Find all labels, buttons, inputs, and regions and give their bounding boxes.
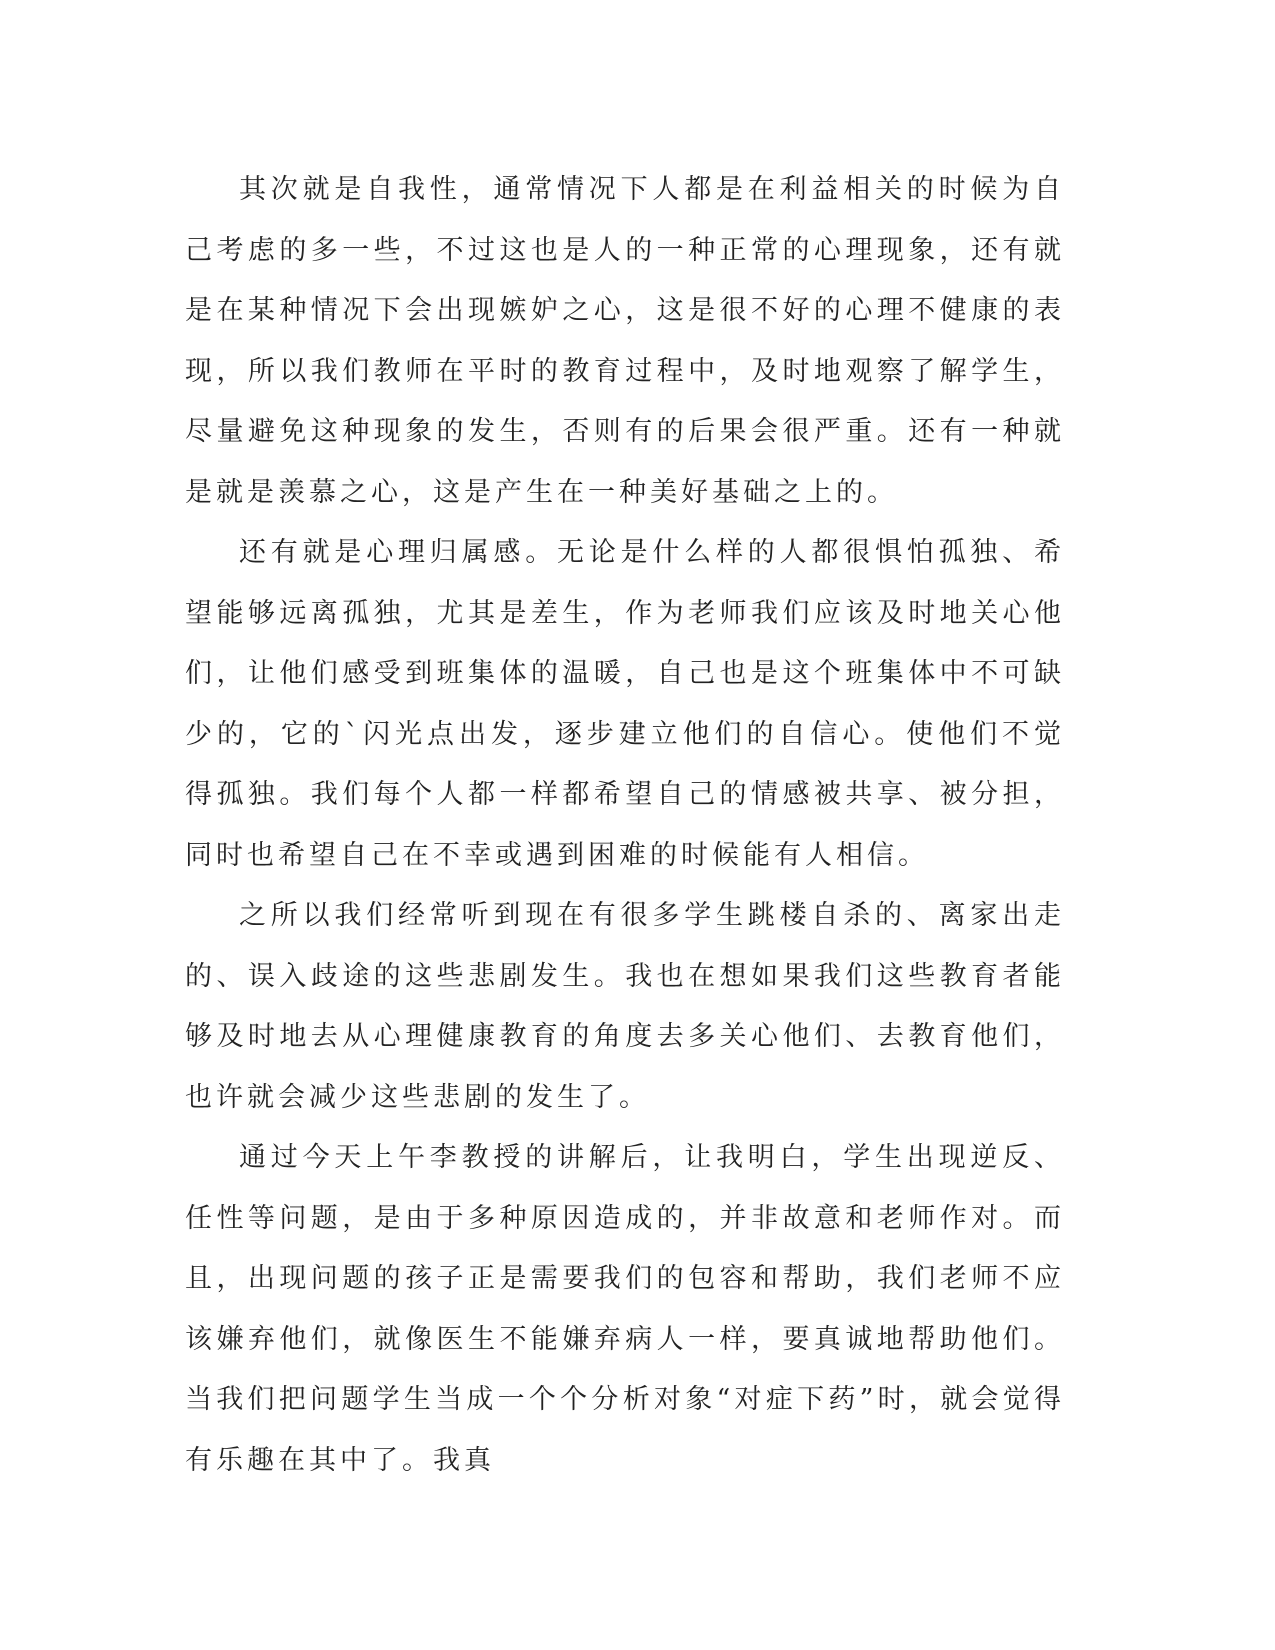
document-body [185,160,1065,1491]
paragraph-belonging: 还有就是心理归属感。无论是什么样的人都很惧怕孤独、希望能够远离孤独，尤其是差生，作为老师我们应该及时地关心他们，让他们感受到班集体的温暖，自己也是这个班集体中不可缺少的，它的`闪光点出发，逐步建立他们的自信心。使他们不觉得孤独。我们每个人都一样都希望自己的情感被共享、被分担，同时也希望自己在不幸或遇到困难的时候能有人相信。 [185,537,1065,871]
paragraph-self-interest: 其次就是自我性，通常情况下人都是在利益相关的时候为自己考虑的多一些，不过这也是人的一种正常的心理现象，还有就是在某种情况下会出现嫉妒之心，这是很不好的心理不健康的表现，所以我们教师在平时的教育过程中，及时地观察了解学生，尽量避免这种现象的发生，否则有的后果会很严重。还有一种就是就是羡慕之心，这是产生在一种美好基础之上的。 [185,174,1065,508]
paragraph-lecture-reflection: 通过今天上午李教授的讲解后，让我明白，学生出现逆反、任性等问题，是由于多种原因造成的，并非故意和老师作对。而且，出现问题的孩子正是需要我们的包容和帮助，我们老师不应该嫌弃他们，就像医生不能嫌弃病人一样，要真诚地帮助他们。当我们把问题学生当成一个个分析对象“对症下药”时，就会觉得有乐趣在其中了。我真 [185,1142,1065,1476]
paragraph-tragedies: 之所以我们经常听到现在有很多学生跳楼自杀的、离家出走的、误入歧途的这些悲剧发生。我也在想如果我们这些教育者能够及时地去从心理健康教育的角度去多关心他们、去教育他们，也许就会减少这些悲剧的发生了。 [185,900,1065,1113]
